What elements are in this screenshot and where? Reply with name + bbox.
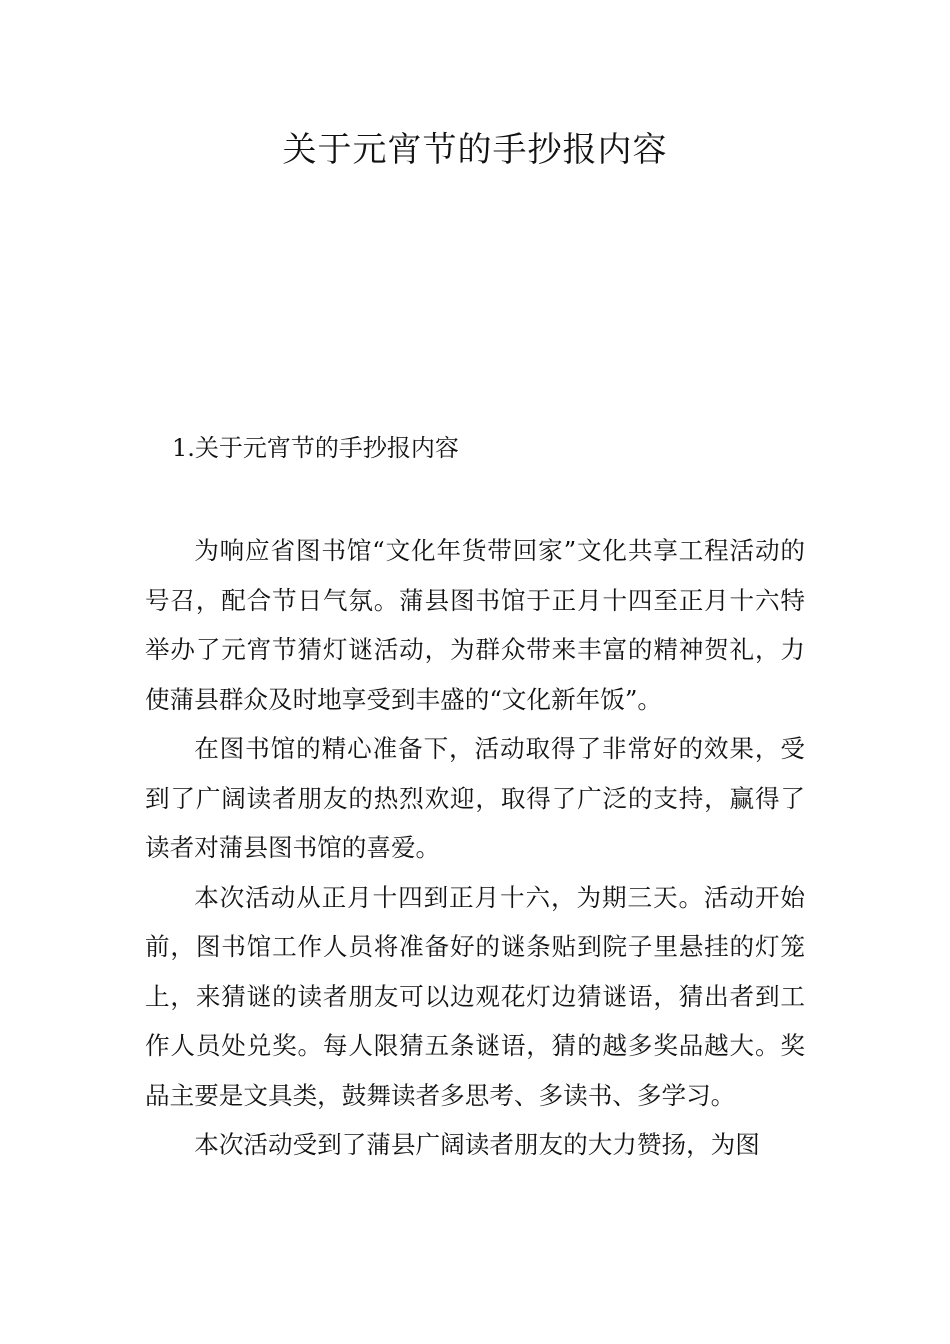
body-paragraph: 本次活动从正月十四到正月十六，为期三天。活动开始前，图书馆工作人员将准备好的谜条贴到院子里悬挂的灯笼上，来猜谜的读者朋友可以边观花灯边猜谜语，猜出者到工作人员处兑奖。每人限猜五条谜语，猜的越多奖品越大。奖品主要是文具类，鼓舞读者多思考、多读书、多学习。 <box>145 882 805 1110</box>
body-paragraph: 为响应省图书馆“文化年货带回家”文化共享工程活动的号召，配合节日气氛。蒲县图书馆于正月十四至正月十六特举办了元宵节猜灯谜活动，为群众带来丰富的精神贺礼，力使蒲县群众及时地享受到丰盛的“文化新年饭”。 <box>145 536 805 714</box>
document-title: 关于元宵节的手抄报内容 <box>282 130 668 170</box>
document-body <box>145 526 805 1170</box>
section-heading: 1.关于元宵节的手抄报内容 <box>172 434 459 462</box>
body-paragraph: 本次活动受到了蒲县广阔读者朋友的大力赞扬，为图 <box>194 1130 760 1159</box>
body-paragraph: 在图书馆的精心准备下，活动取得了非常好的效果，受到了广阔读者朋友的热烈欢迎，取得了广泛的支持，赢得了读者对蒲县图书馆的喜爱。 <box>145 734 805 862</box>
